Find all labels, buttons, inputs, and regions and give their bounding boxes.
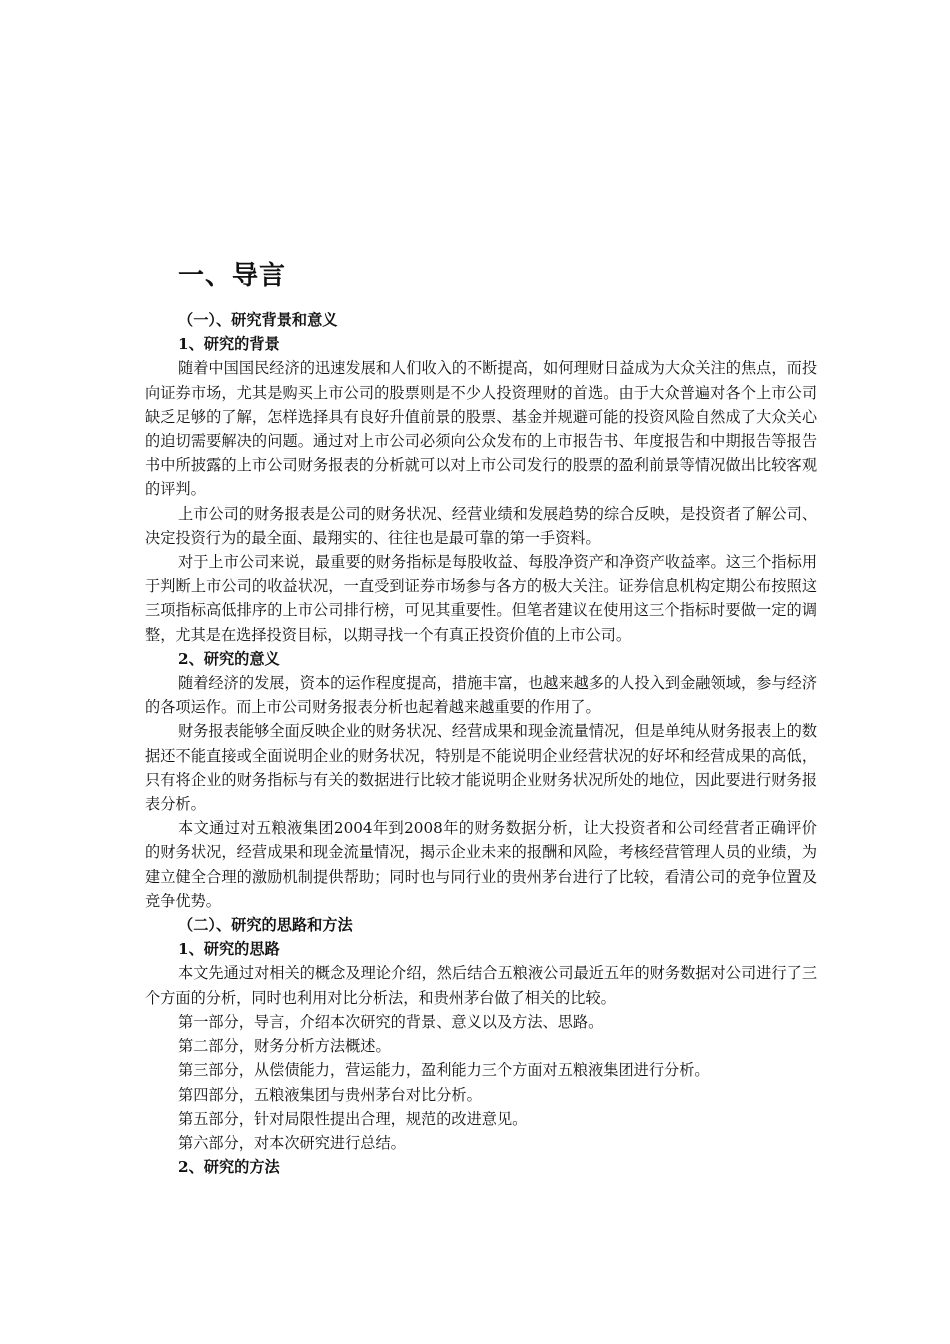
section-heading-background: （一）、研究背景和意义 xyxy=(178,311,338,329)
paragraph: 对于上市公司来说，最重要的财务指标是每股收益、每股净资产和净资产收益率。这三个指标用于判断上市公司的收益状况，一直受到证券市场参与各方的极大关注。证券信息机构定期公布按照这三项指标高低排序的上市公司排行榜，可见其重要性。但笔者建议在使用这三个指标时要做一定的调整，尤其是在选择投资目标，以期寻找一个有真正投资价值的上市公司。 xyxy=(145,553,817,644)
list-item: 第六部分，对本次研究进行总结。 xyxy=(178,1133,406,1152)
paragraph: 财务报表能够全面反映企业的财务状况、经营成果和现金流量情况，但是单纯从财务报表上的数据还不能直接或全面说明企业的财务状况，特别是不能说明企业经营状况的好坏和经营成果的高低，只有将企业的财务指标与有关的数据进行比较才能说明企业财务状况所处的地位，因此要进行财务报表分析。 xyxy=(145,722,817,814)
section-heading-approach: （二）、研究的思路和方法 xyxy=(178,916,353,935)
list-item: 第五部分，针对局限性提出合理，规范的改进意见。 xyxy=(178,1109,528,1128)
list-item: 第四部分，五粮液集团与贵州茅台对比分析。 xyxy=(178,1085,482,1104)
list-item: 第一部分，导言，介绍本次研究的背景、意义以及方法、思路。 xyxy=(178,1012,604,1031)
chapter-title: 一、导言 xyxy=(178,261,287,291)
paragraph: 随着经济的发展，资本的运作程度提高，措施丰富，也越来越多的人投入到金融领域，参与经济的各项运作。而上市公司财务报表分析也起着越来越重要的作用了。 xyxy=(145,674,817,717)
subsection-heading-approach: 1、研究的思路 xyxy=(178,940,280,959)
subsection-heading-methods: 2、研究的方法 xyxy=(178,1158,280,1177)
paragraph: 本文通过对五粮液集团2004年到2008年的财务数据分析，让大投资者和公司经营者正确评价的财务状况，经营成果和现金流量情况，揭示企业未来的报酬和风险，考核经营管理人员的业绩，为建立健全合理的激励机制提供帮助；同时也与同行业的贵州茅台进行了比较，看清公司的竞争位置及竞争优势。 xyxy=(145,819,817,910)
list-item: 第二部分，财务分析方法概述。 xyxy=(178,1037,391,1056)
paragraph: 随着中国国民经济的迅速发展和人们收入的不断提高，如何理财日益成为大众关注的焦点，而投向证券市场，尤其是购买上市公司的股票则是不少人投资理财的首选。由于大众普遍对各个上市公司缺乏足够的了解，怎样选择具有良好升值前景的股票、基金并规避可能的投资风险自然成了大众关心的迫切需要解决的问题。通过对上市公司必须向公众发布的上市报告书、年度报告和中期报告等报告书中所披露的上市公司财务报表的分析就可以对上市公司发行的股票的盈利前景等情况做出比较客观的评判。 xyxy=(145,359,817,499)
subsection-heading-significance: 2、研究的意义 xyxy=(178,649,280,668)
document-page xyxy=(145,256,817,1179)
subsection-heading-background: 1、研究的背景 xyxy=(178,335,280,354)
paragraph: 上市公司的财务报表是公司的财务状况、经营业绩和发展趋势的综合反映，是投资者了解公司、决定投资行为的最全面、最翔实的、往往也是最可靠的第一手资料。 xyxy=(145,504,817,547)
paragraph: 本文先通过对相关的概念及理论介绍，然后结合五粮液公司最近五年的财务数据对公司进行了三个方面的分析，同时也利用对比分析法，和贵州茅台做了相关的比较。 xyxy=(145,964,817,1007)
list-item: 第三部分，从偿债能力，营运能力，盈利能力三个方面对五粮液集团进行分析。 xyxy=(178,1061,710,1080)
